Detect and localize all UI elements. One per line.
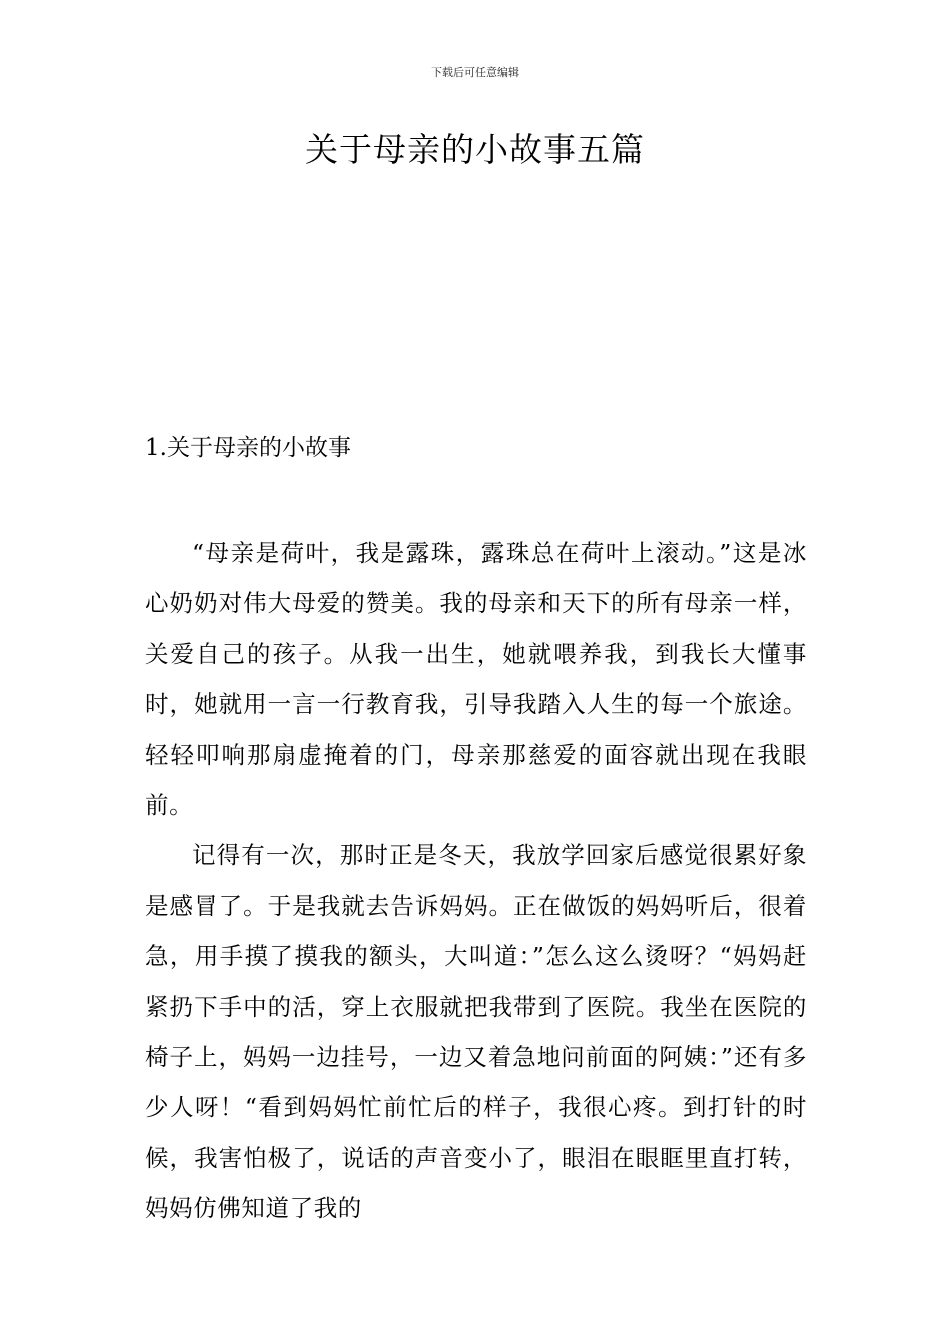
- document-title: 关于母亲的小故事五篇: [305, 130, 645, 169]
- section-heading: 1.关于母亲的小故事: [145, 435, 351, 461]
- header-note: 下载后可任意编辑: [431, 66, 519, 79]
- paragraph: “母亲是荷叶，我是露珠，露珠总在荷叶上滚动。”这是冰心奶奶对伟大母爱的赞美。我的母亲和天下的所有母亲一样，关爱自己的孩子。从我一出生，她就喂养我，到我长大懂事时，她就用一言一行教育我，引导我踏入人生的每一个旅途。轻轻叩响那扇虚掩着的门，母亲那慈爱的面容就出现在我眼前。: [145, 539, 807, 820]
- paragraph: 记得有一次，那时正是冬天，我放学回家后感觉很累好象是感冒了。于是我就去告诉妈妈。正在做饭的妈妈听后，很着急，用手摸了摸我的额头，大叫道：”怎么这么烫呀？“妈妈赶紧扔下手中的活，穿上衣服就把我带到了医院。我坐在医院的椅子上，妈妈一边挂号，一边又着急地问前面的阿姨：”还有多少人呀！“看到妈妈忙前忙后的样子，我很心疼。到打针的时候，我害怕极了，说话的声音变小了，眼泪在眼眶里直打转，妈妈仿佛知道了我的: [145, 841, 807, 1223]
- section-body: [145, 528, 807, 1234]
